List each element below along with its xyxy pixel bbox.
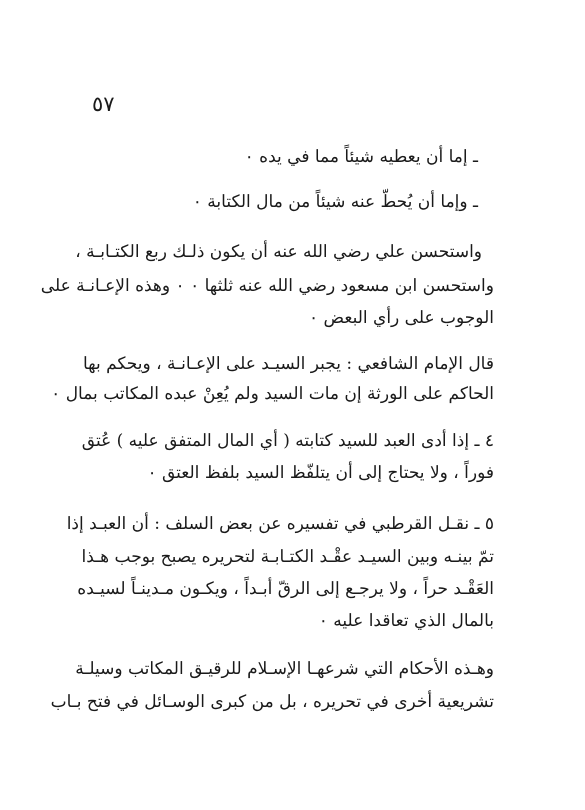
text-line: بالمال الذي تعاقدا عليه ٠ — [318, 611, 494, 631]
text-line: الوجوب على رأي البعض ٠ — [309, 308, 494, 328]
text-line: ـ وإما أن يُحطّ عنه شيئاً من مال الكتابة ٠ — [192, 192, 478, 212]
text-line: ـ إما أن يعطيه شيئاً مما في يده ٠ — [244, 147, 478, 167]
text-line: تشريعية أخرى في تحريره ، بل من كبرى الوسـائل في فتح بـاب — [50, 692, 494, 712]
text-line: ٤ ـ إذا أدى العبد للسيد كتابته ( أي المال المتفق عليه ) عُتق — [81, 431, 494, 451]
text-line: وهـذه الأحكام التي شرعهـا الإسـلام للرقيـق المكاتب وسيلـة — [75, 659, 494, 679]
page-number: ٥٧ — [92, 92, 115, 116]
text-line: الحاكم على الورثة إن مات السيد ولم يُعِنْ عبده المكاتب بمال ٠ — [51, 384, 494, 404]
text-line: تمّ بينـه وبين السيـد عقْـد الكتـابـة لتحريره يصبح بوجب هـذا — [81, 547, 494, 567]
text-line: العَقْـد حراً ، ولا يرجـع إلى الرقّ أبـداً ، ويكـون مـدينـاً لسيـده — [77, 579, 494, 599]
text-line: فوراً ، ولا يحتاج إلى أن يتلفّظ السيد بلفظ العتق ٠ — [147, 463, 494, 483]
text-line: واستحسن علي رضي الله عنه أن يكون ذلـك ربع الكتـابـة ، — [75, 242, 482, 262]
text-line: واستحسن ابن مسعود رضي الله عنه ثلثها ٠ ٠ وهذه الإعـانـة على — [40, 276, 494, 296]
text-line: قال الإمام الشافعي : يجبر السيـد على الإعـانـة ، ويحكم بها — [82, 354, 494, 374]
text-line: ٥ ـ نقـل القرطبي في تفسيره عن بعض السلف : أن العبـد إذا — [66, 514, 494, 534]
